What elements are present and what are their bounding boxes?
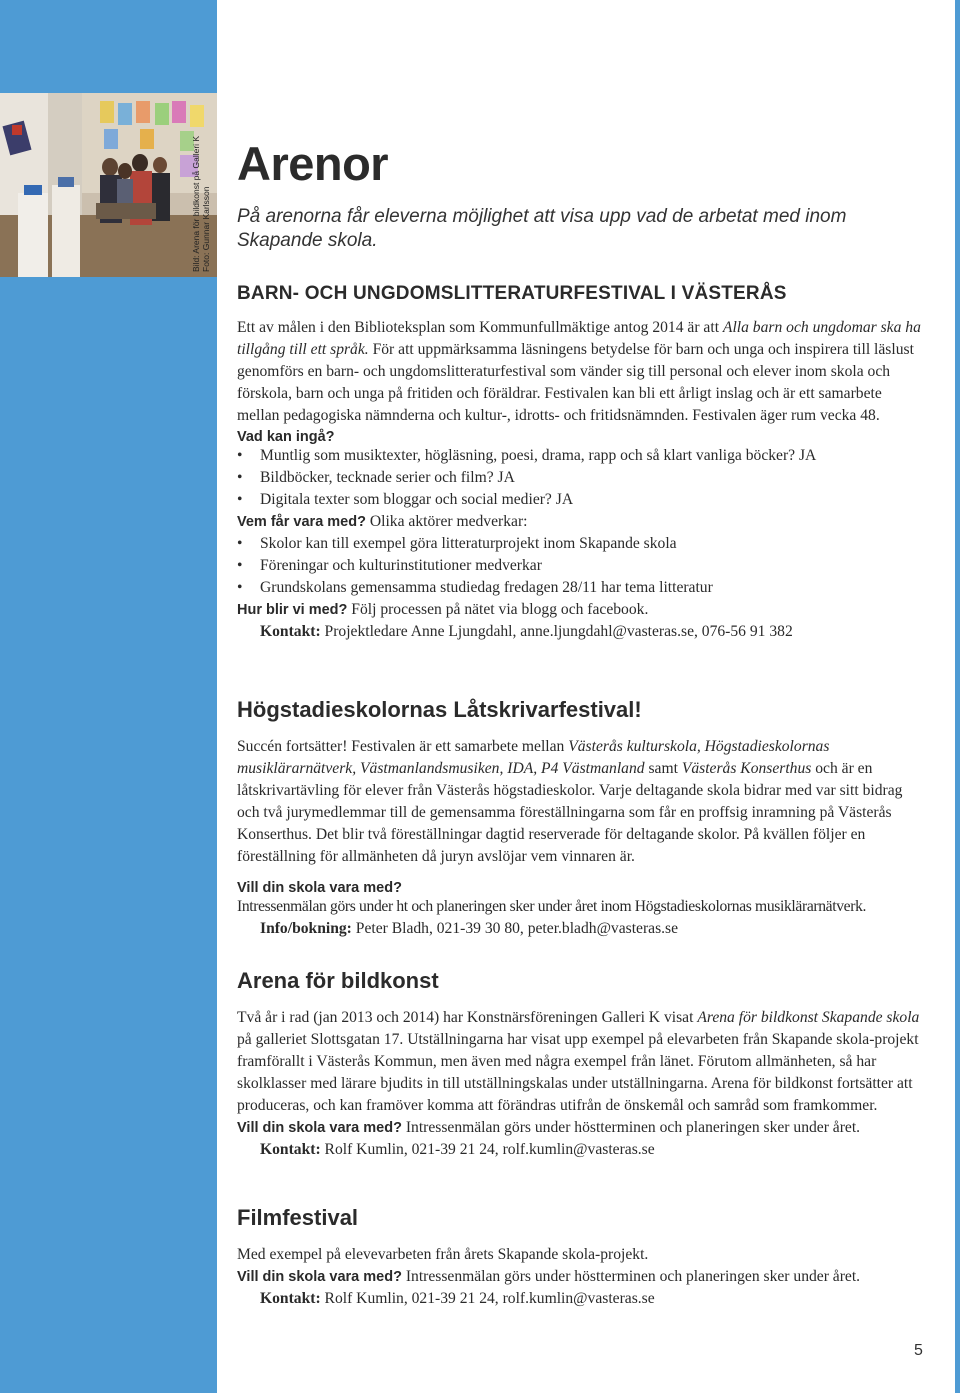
paragraph-text: För att uppmärksamma läsningens betydelse för barn och unga och inspirera till läslust genomförs en barn- och ungdomslitteraturfestival som vänder sig till personal och elever inom skola och förskola, barn och unga på fritiden och föräldrar. Festivalen kan bli ett årligt inslag och är ett samarbete mellan pedagogiska nämnderna och kultur-, idrotts- och fritidsnämnden. Festivalen äger rum vecka 48. (237, 341, 914, 424)
question-label: Vill din skola vara med? (237, 1269, 402, 1285)
section-paragraph (237, 1007, 927, 1117)
paragraph-italic: Västerås kulturskola, Högstadieskolornas musiklärarnätverk, Västmanlandsmusiken, IDA, P4 Västmanland (237, 738, 830, 777)
contact-line (237, 1288, 927, 1310)
section-heading: Högstadieskolornas Låtskrivarfestival! (237, 697, 642, 722)
section-filmfestival (237, 1205, 927, 1310)
section-paragraph (237, 317, 927, 427)
paragraph-text: Succén fortsätter! Festivalen är ett samarbete mellan (237, 738, 569, 755)
section-arena-bildkonst (237, 968, 927, 1161)
list-item: • Grundskolans gemensamma studiedag fredagen 28/11 har tema litteratur (237, 577, 927, 599)
paragraph-italic: Västerås Konserthus (681, 760, 812, 777)
section-latskrivarfestival (237, 697, 927, 940)
section-heading: BARN- OCH UNGDOMSLITTERATURFESTIVAL I VÄSTERÅS (237, 283, 787, 304)
question-line (237, 511, 927, 533)
contact-text: Projektledare Anne Ljungdahl, anne.ljungdahl@vasteras.se, 076-56 91 382 (320, 623, 793, 640)
contact-text: Rolf Kumlin, 021-39 21 24, rolf.kumlin@vasteras.se (320, 1141, 655, 1158)
question-heading: Vad kan ingå? (237, 429, 335, 445)
paragraph-text: på galleriet Slottsgatan 17. Utställningarna har visat upp exempel på elevarbeten från Skapande skola-projekt framförallt i Västerås Kommun, men även med några exempel från länet. Förutom allmänheten, så har skolklasser med lärare bjudits in till utställningskalas under utställningarna. Arena för bildkonst fortsätter att produceras, och kan framöver komma att förändras utifrån de önskemål och samråd som framkommer. (237, 1031, 919, 1114)
question-text: Följ processen på nätet via blogg och facebook. (347, 601, 649, 618)
info-line (237, 918, 927, 940)
question-line (237, 1266, 927, 1288)
contact-label: Kontakt: (260, 1141, 321, 1158)
page-number: 5 (914, 1342, 923, 1359)
paragraph-italic: Arena för bildkonst Skapande skola (697, 1009, 920, 1026)
question-label: Hur blir vi med? (237, 602, 348, 618)
question-text: Intressenmälan görs under höstterminen och planeringen sker under året. (401, 1268, 861, 1285)
paragraph-text: Ett av målen i den Biblioteksplan som Kommunfullmäktige antog 2014 är att (237, 319, 723, 336)
paragraph-text: samt (644, 760, 682, 777)
page-title: Arenor (237, 137, 389, 190)
intro-text: På arenorna får eleverna möjlighet att visa upp vad de arbetat med inom Skapande skola. (237, 206, 847, 251)
contact-label: Kontakt: (260, 1290, 321, 1307)
contact-text: Rolf Kumlin, 021-39 21 24, rolf.kumlin@vasteras.se (320, 1290, 655, 1307)
section-heading: Filmfestival (237, 1205, 359, 1230)
list-who (237, 533, 927, 599)
info-label: Info/bokning: (260, 920, 352, 937)
paragraph-text: och är en låtskrivartävling för elever från Västerås högstadieskolor. Varje deltagande skola bidrar med var sitt bidrag och två jurymedlemmar till de gemensamma föreställningarna som får en proffsig inramning på Västerås Konserthus. Det blir två föreställningar dagtid reserverade för deltagande skolor. På kvällen följer en föreställning för allmänheten då juryn avslöjar vem vinnaren är. (237, 760, 903, 865)
list-item: • Bildböcker, tecknade serier och film? JA (237, 467, 927, 489)
contact-label: Kontakt: (260, 623, 321, 640)
photo-caption (192, 136, 211, 272)
question-text: Intressenmälan görs under höstterminen och planeringen sker under året. (401, 1119, 861, 1136)
section-litteraturfestival (237, 283, 927, 643)
question-text: Intressenmälan görs under ht och planeringen sker under året inom Högstadieskolornas musiklärarnätverk. (237, 898, 867, 915)
info-text: Peter Bladh, 021-39 30 80, peter.bladh@vasteras.se (351, 920, 679, 937)
list-what (237, 445, 927, 511)
list-item: • Skolor kan till exempel göra litteraturprojekt inom Skapande skola (237, 533, 927, 555)
question-line (237, 599, 927, 621)
gallery-photo (0, 93, 217, 277)
question-text: Olika aktörer medverkar: (365, 513, 528, 530)
question-line (237, 1117, 927, 1139)
paragraph-italic: Alla barn och ungdomar ska ha tillgång till ett språk. (237, 319, 921, 358)
section-paragraph (237, 736, 927, 868)
photo-caption-line2: Foto: Gunnar Karlsson (200, 186, 211, 272)
paragraph-text: Två år i rad (jan 2013 och 2014) har Konstnärsföreningen Galleri K visat (237, 1009, 698, 1026)
question-label: Vill din skola vara med? (237, 1120, 402, 1136)
list-item: • Muntlig som musiktexter, högläsning, poesi, drama, rapp och så klart vanliga böcker? JA (237, 445, 927, 467)
contact-line (237, 621, 927, 643)
question-label: Vem får vara med? (237, 514, 366, 530)
right-edge-strip (955, 0, 960, 1393)
section-paragraph: Med exempel på elevevarbeten från årets Skapande skola-projekt. (237, 1246, 649, 1263)
section-heading: Arena för bildkonst (237, 968, 439, 993)
list-item: • Digitala texter som bloggar och social medier? JA (237, 489, 927, 511)
question-heading: Vill din skola vara med? (237, 880, 402, 896)
photo-caption-line1: Bild: Arena för bildkonst på Galleri K (191, 135, 201, 272)
list-item: • Föreningar och kulturinstitutioner medverkar (237, 555, 927, 577)
contact-line (237, 1139, 927, 1161)
